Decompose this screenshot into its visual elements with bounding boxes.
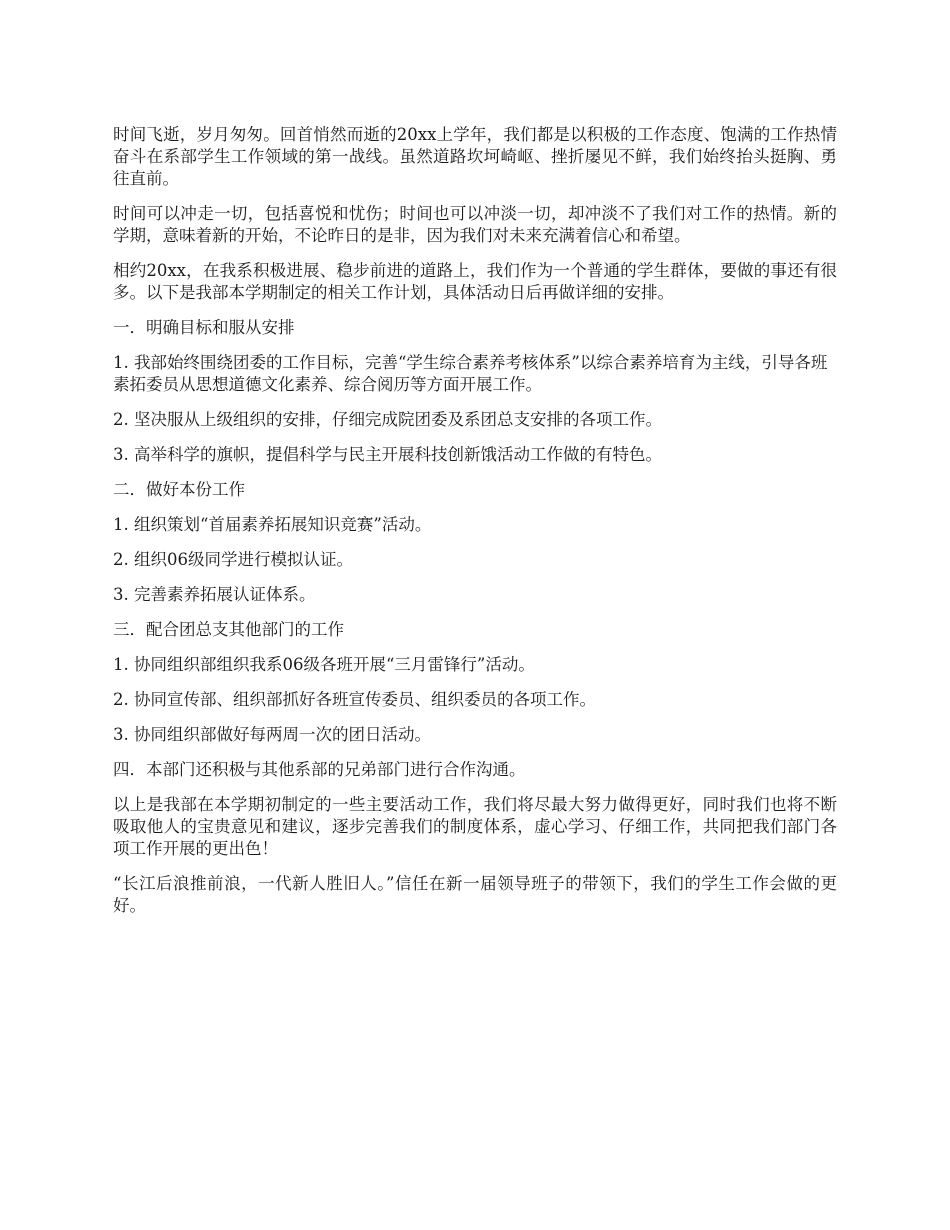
section-1-item-2: 2. 坚决服从上级组织的安排，仔细完成院团委及系团总支安排的各项工作。 bbox=[113, 410, 662, 429]
section-heading-4: 四．本部门还积极与其他系部的兄弟部门进行合作沟通。 bbox=[113, 760, 526, 779]
intro-paragraph-3: 相约20xx，在我系积极进展、稳步前进的道路上，我们作为一个普通的学生群体，要做的事还有很多。以下是我部本学期制定的相关工作计划，具体活动日后再做详细的安排。 bbox=[113, 261, 837, 302]
document-body bbox=[113, 124, 837, 930]
section-3-item-2: 2. 协同宣传部、组织部抓好各班宣传委员、组织委员的各项工作。 bbox=[113, 690, 596, 709]
section-heading-2: 二．做好本份工作 bbox=[113, 480, 245, 499]
section-1-item-1: 1. 我部始终围绕团委的工作目标，完善“学生综合素养考核体系”以综合素养培育为主线，引导各班素拓委员从思想道德文化素养、综合阅历等方面开展工作。 bbox=[113, 353, 828, 394]
section-2-item-1: 1. 组织策划“首届素养拓展知识竞赛”活动。 bbox=[113, 515, 432, 534]
closing-paragraph-1: 以上是我部在本学期初制定的一些主要活动工作，我们将尽最大努力做得更好，同时我们也将不断吸取他人的宝贵意见和建议，逐步完善我们的制度体系，虚心学习、仔细工作，共同把我们部门各项工作开展的更出色！ bbox=[113, 795, 837, 858]
section-3-item-1: 1. 协同组织部组织我系06级各班开展“三月雷锋行”活动。 bbox=[113, 655, 535, 674]
closing-paragraph-2: “长江后浪推前浪，一代新人胜旧人。”信任在新一届领导班子的带领下，我们的学生工作会做的更好。 bbox=[113, 874, 837, 915]
section-heading-1: 一．明确目标和服从安排 bbox=[113, 318, 295, 337]
section-3-item-3: 3. 协同组织部做好每两周一次的团日活动。 bbox=[113, 725, 431, 744]
section-heading-3: 三．配合团总支其他部门的工作 bbox=[113, 620, 344, 639]
section-1-item-3: 3. 高举科学的旗帜，提倡科学与民主开展科技创新饿活动工作做的有特色。 bbox=[113, 445, 662, 464]
section-2-item-2: 2. 组织06级同学进行模拟认证。 bbox=[113, 550, 353, 569]
intro-paragraph-2: 时间可以冲走一切，包括喜悦和忧伤；时间也可以冲淡一切，却冲淡不了我们对工作的热情。新的学期，意味着新的开始，不论昨日的是非，因为我们对未来充满着信心和希望。 bbox=[113, 204, 837, 245]
intro-paragraph-1: 时间飞逝，岁月匆匆。回首悄然而逝的20xx上学年，我们都是以积极的工作态度、饱满的工作热情奋斗在系部学生工作领域的第一战线。虽然道路坎坷崎岖、挫折屡见不鲜，我们始终抬头挺胸、勇往直前。 bbox=[113, 125, 837, 188]
section-2-item-3: 3. 完善素养拓展认证体系。 bbox=[113, 585, 316, 604]
